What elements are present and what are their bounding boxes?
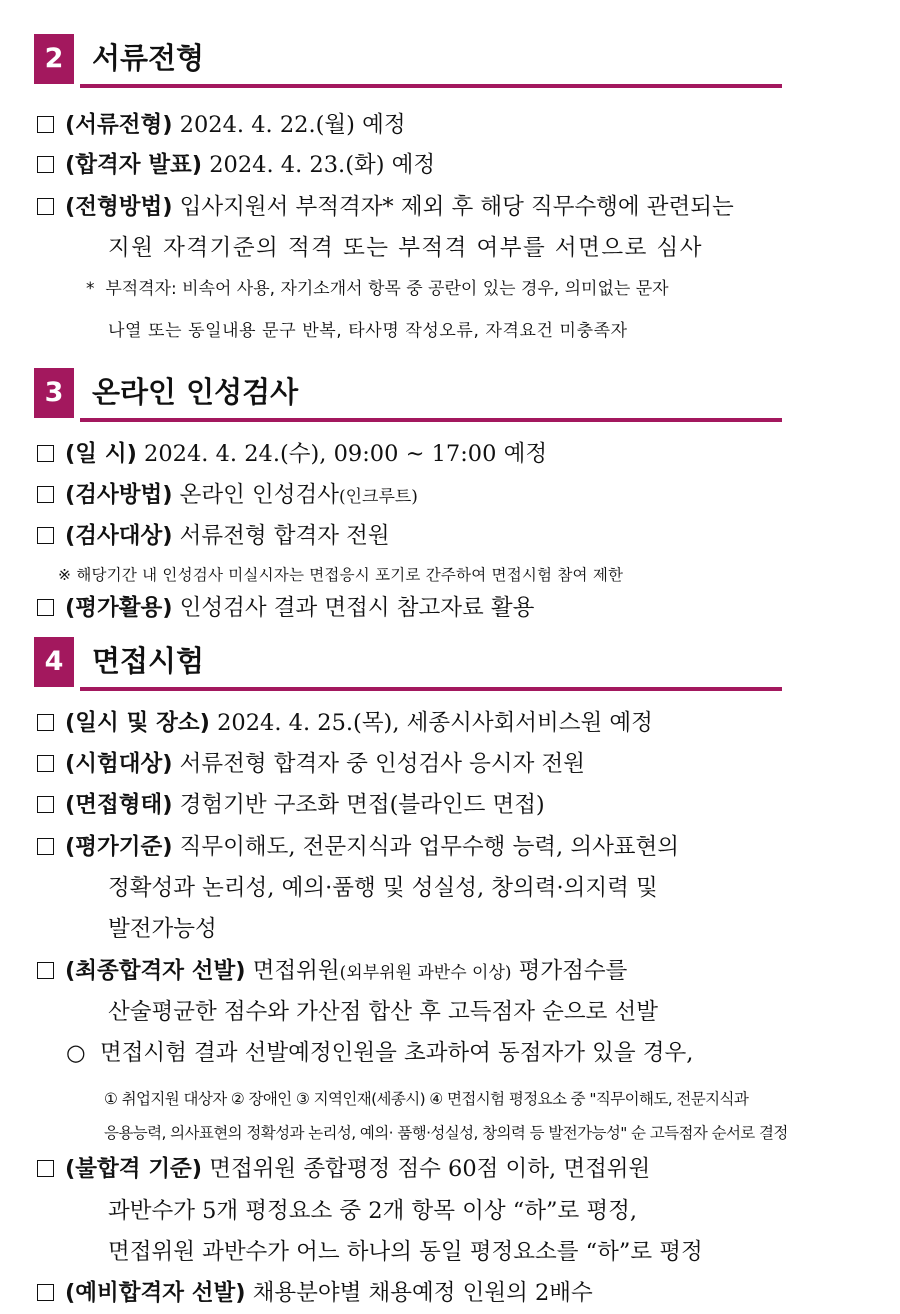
item-label: (검사방법)	[65, 482, 173, 508]
item-continuation: 발전가능성	[108, 916, 217, 942]
checkbox-icon	[37, 486, 54, 503]
list-item	[37, 1276, 593, 1310]
item-text: 2024. 4. 24.(수), 09:00 ~ 17:00 예정	[136, 441, 548, 467]
sub-item	[66, 1036, 693, 1070]
sub-item-detail: ① 취업지원 대상자 ② 장애인 ③ 지역인재(세종시) ④ 면접시험 평정요소 중 "직무이해도, 전문지식과	[104, 1090, 749, 1108]
item-text: 2024. 4. 23.(화) 예정	[202, 152, 436, 178]
section-header-3	[34, 368, 782, 424]
list-item	[37, 478, 418, 514]
circle-bullet: ○	[66, 1040, 86, 1066]
list-item	[37, 148, 435, 182]
list-item	[37, 954, 627, 990]
section-title: 서류전형	[92, 41, 205, 75]
item-text: 2024. 4. 25.(목), 세종시사회서비스원 예정	[209, 710, 653, 736]
checkbox-icon	[37, 796, 54, 813]
item-label: (면접형태)	[65, 792, 173, 818]
notice-line: ※ 해당기간 내 인성검사 미실시자는 면접응시 포기로 간주하여 면접시험 참여 제한	[58, 566, 624, 584]
checkbox-icon	[37, 445, 54, 462]
section-title: 온라인 인성검사	[92, 375, 299, 409]
item-label: (시험대상)	[65, 751, 173, 777]
item-text: 채용분야별 채용예정 인원의 2배수	[245, 1280, 593, 1306]
item-label: (평가기준)	[65, 834, 173, 860]
list-item	[37, 830, 679, 864]
item-label: (일 시)	[65, 441, 137, 467]
list-item	[37, 591, 534, 625]
section-rule	[80, 687, 782, 691]
footnote-text: 부적격자: 비속어 사용, 자기소개서 항목 중 공란이 있는 경우, 의미없는 문자	[105, 279, 669, 299]
checkbox-icon	[37, 714, 54, 731]
section-rule	[80, 418, 782, 422]
item-text: 입사지원서 부적격자* 제외 후 해당 직무수행에 관련되는	[172, 194, 734, 220]
footnote-mark: *	[86, 279, 95, 299]
item-text: 온라인 인성검사	[172, 482, 339, 508]
item-text: 인성검사 결과 면접시 참고자료 활용	[172, 595, 535, 621]
footnote-line: 나열 또는 동일내용 문구 반복, 타사명 작성오류, 자격요건 미충족자	[108, 321, 628, 341]
item-text: 2024. 4. 22.(월) 예정	[172, 112, 406, 138]
item-small-text: (인크루트)	[338, 487, 418, 507]
checkbox-icon	[37, 1284, 54, 1301]
item-continuation: 면접위원 과반수가 어느 하나의 동일 평정요소를 “하”로 평정	[108, 1239, 703, 1265]
section-number: 2	[34, 34, 74, 84]
list-item	[37, 788, 545, 822]
checkbox-icon	[37, 1160, 54, 1177]
item-continuation: 산술평균한 점수와 가산점 합산 후 고득점자 순으로 선발	[108, 999, 658, 1025]
item-label: (검사대상)	[65, 523, 173, 549]
item-label: (불합격 기준)	[65, 1156, 203, 1182]
sub-item-detail: 응용능력, 의사표현의 정확성과 논리성, 예의· 품행·성실성, 창의력 등 발전가능성" 순 고득점자 순서로 결정	[104, 1124, 788, 1142]
section-rule	[80, 84, 782, 88]
list-item	[37, 190, 734, 224]
footnote-line	[86, 272, 669, 306]
checkbox-icon	[37, 116, 54, 133]
list-item	[37, 108, 406, 142]
list-item	[37, 519, 390, 553]
section-header-4	[34, 637, 782, 693]
list-item	[37, 747, 585, 781]
list-item	[37, 706, 653, 740]
item-label: (예비합격자 선발)	[65, 1280, 246, 1306]
item-text: 경험기반 구조화 면접(블라인드 면접)	[172, 792, 545, 818]
item-small-text: (외부위원 과반수 이상)	[339, 963, 512, 983]
item-continuation: 정확성과 논리성, 예의·품행 및 성실성, 창의력·의지력 및	[108, 875, 658, 901]
item-label: (서류전형)	[65, 112, 173, 138]
item-text: 면접위원 종합평정 점수 60점 이하, 면접위원	[202, 1156, 651, 1182]
checkbox-icon	[37, 198, 54, 215]
item-label: (전형방법)	[65, 194, 173, 220]
item-text: 직무이해도, 전문지식과 업무수행 능력, 의사표현의	[172, 834, 680, 860]
item-text: 평가점수를	[511, 958, 628, 984]
checkbox-icon	[37, 962, 54, 979]
item-text: 면접위원	[245, 958, 340, 984]
checkbox-icon	[37, 838, 54, 855]
item-label: (합격자 발표)	[65, 152, 203, 178]
item-continuation: 지원 자격기준의 적격 또는 부적격 여부를 서면으로 심사	[108, 235, 703, 261]
item-text: 서류전형 합격자 전원	[172, 523, 390, 549]
sub-item-text: 면접시험 결과 선발예정인원을 초과하여 동점자가 있을 경우,	[99, 1040, 694, 1066]
item-label: (최종합격자 선발)	[65, 958, 246, 984]
item-text: 서류전형 합격자 중 인성검사 응시자 전원	[172, 751, 585, 777]
section-number: 4	[34, 637, 74, 687]
section-header-2	[34, 34, 782, 90]
checkbox-icon	[37, 755, 54, 772]
item-label: (평가활용)	[65, 595, 173, 621]
checkbox-icon	[37, 599, 54, 616]
item-continuation: 과반수가 5개 평정요소 중 2개 항목 이상 “하”로 평정,	[108, 1198, 637, 1224]
item-label: (일시 및 장소)	[65, 710, 210, 736]
list-item	[37, 1152, 650, 1186]
checkbox-icon	[37, 156, 54, 173]
section-number: 3	[34, 368, 74, 418]
checkbox-icon	[37, 527, 54, 544]
section-title: 면접시험	[92, 644, 205, 678]
list-item	[37, 437, 547, 471]
